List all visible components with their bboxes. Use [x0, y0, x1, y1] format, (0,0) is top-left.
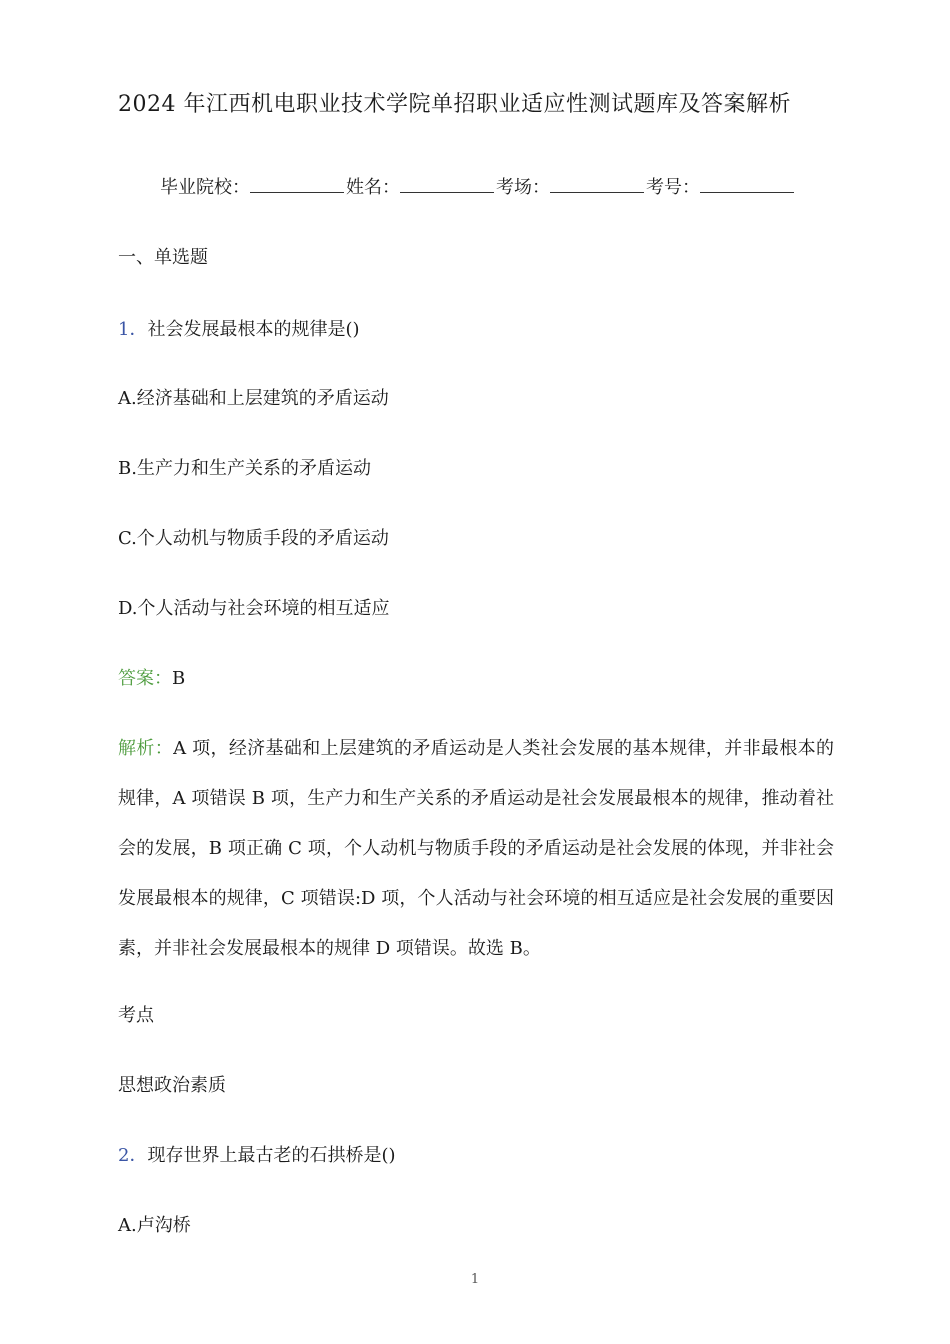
question-text: 社会发展最根本的规律是(): [147, 319, 360, 340]
q1-option-c: C.个人动机与物质手段的矛盾运动: [118, 528, 389, 549]
analysis-text: A 项，经济基础和上层建筑的矛盾运动是人类社会发展的基本规律，并非最根本的规律，A 项错误 B 项，生产力和生产关系的矛盾运动是社会发展最根本的规律，推动着社会的发展，B 项正确 C 项，个人动机与物质手段的矛盾运动是社会发展的体现，并非社会发展最根本的规律，C 项错误:D 项，个人活动与社会环境的相互适应是社会发展的重要因素，并非社会发展最根本的规律 D 项错误。故选 B。: [118, 738, 835, 959]
name-label: 姓名：: [346, 177, 400, 198]
answer-label: 答案：: [118, 668, 172, 689]
section-heading: 一、单选题: [118, 247, 208, 268]
q1-option-a: A.经济基础和上层建筑的矛盾运动: [118, 388, 389, 409]
kaodian-label: 考点: [118, 1005, 154, 1026]
q1-option-b: B.生产力和生产关系的矛盾运动: [118, 458, 371, 479]
q1-option-d: D.个人活动与社会环境的相互适应: [118, 598, 390, 619]
number-blank[interactable]: [700, 176, 794, 193]
question-2: [118, 1144, 396, 1168]
name-blank[interactable]: [400, 176, 494, 193]
q1-analysis: [118, 724, 834, 974]
number-label: 考号：: [646, 177, 700, 198]
question-text: 现存世界上最古老的石拱桥是(): [147, 1145, 396, 1166]
exam-info-row: [160, 176, 796, 200]
page-title: 2024 年江西机电职业技术学院单招职业适应性测试题库及答案解析: [118, 92, 791, 117]
q1-answer: [118, 667, 185, 691]
question-1: [118, 318, 360, 342]
question-number: 1．: [118, 319, 148, 340]
room-label: 考场：: [496, 177, 550, 198]
school-label: 毕业院校：: [160, 177, 250, 198]
analysis-label: 解析：: [118, 738, 174, 759]
answer-value: B: [172, 668, 186, 689]
page-number: 1: [470, 1272, 480, 1287]
kaodian-value: 思想政治素质: [118, 1075, 226, 1096]
q2-option-a: A.卢沟桥: [118, 1215, 191, 1236]
room-blank[interactable]: [550, 176, 644, 193]
question-number: 2．: [118, 1145, 148, 1166]
school-blank[interactable]: [250, 176, 344, 193]
